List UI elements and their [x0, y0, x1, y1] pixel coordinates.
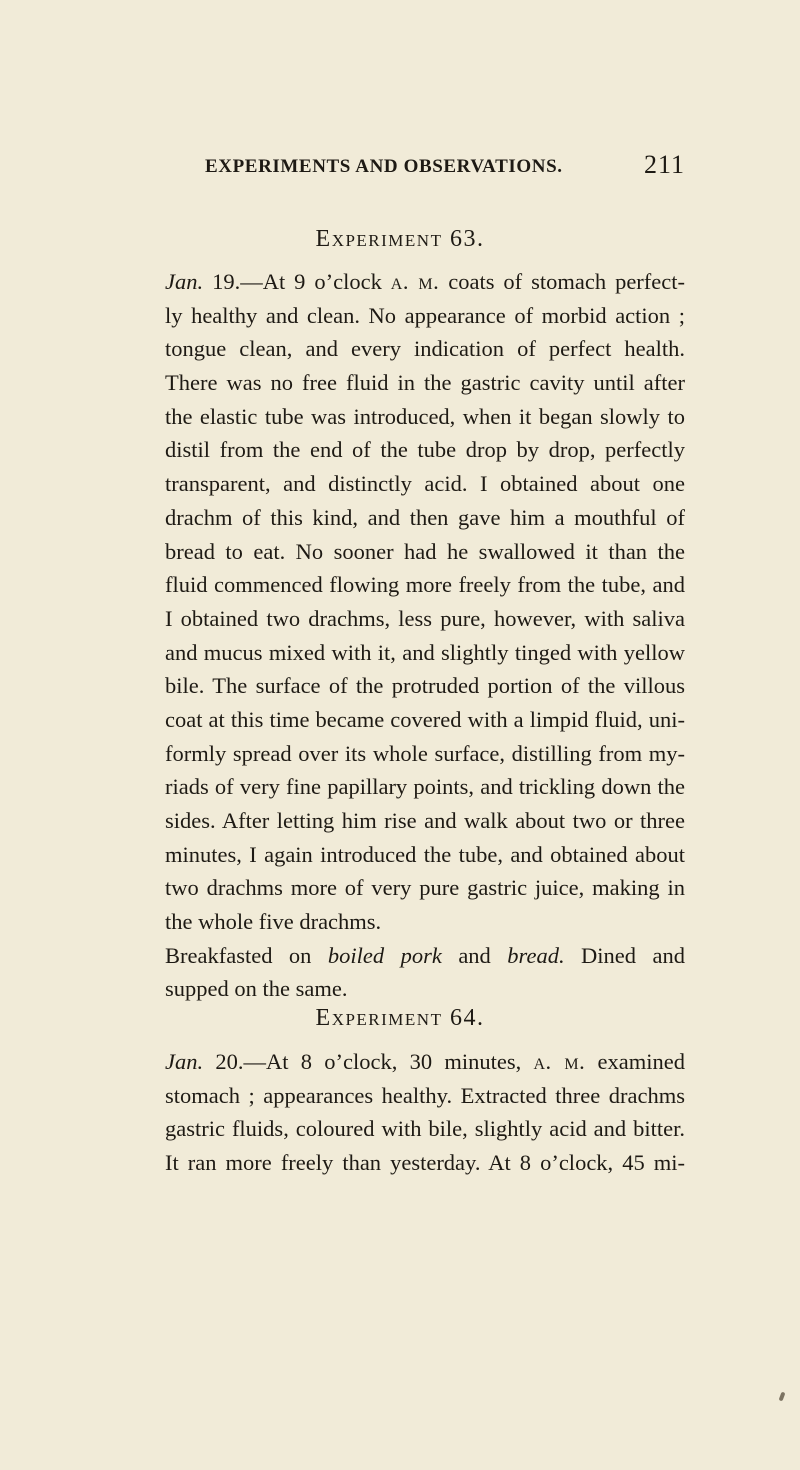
- paragraph-line: There was no free fluid in the gastric cavity until after: [165, 370, 685, 396]
- meal-and: and: [441, 942, 508, 968]
- experiment-63-body: [165, 265, 685, 1006]
- page-number: 211: [643, 150, 685, 179]
- meal-food-2: bread.: [507, 942, 565, 968]
- line-text: 19.—At 9 o’clock a. m. coats of stomach perfect-: [203, 269, 686, 294]
- paragraph-line: bile. The surface of the protruded portion of the villous: [165, 673, 685, 699]
- paragraph-line: [165, 1045, 685, 1079]
- paragraph-line: tongue clean, and every indication of perfect health.: [165, 336, 685, 362]
- paragraph-line: It ran more freely than yesterday. At 8 o’clock, 45 mi-: [165, 1150, 685, 1176]
- line-text: examined: [585, 1049, 686, 1074]
- paragraph-line: drachm of this kind, and then gave him a mouthful of: [165, 504, 685, 530]
- meal-suffix: Dined and: [564, 942, 685, 968]
- paragraph-line: distil from the end of the tube drop by drop, perfectly: [165, 437, 685, 463]
- paragraph-line: coat at this time became covered with a limpid fluid, uni-: [165, 706, 685, 732]
- paragraph-line: the elastic tube was introduced, when it began slowly to: [165, 403, 685, 429]
- running-head: [205, 152, 685, 182]
- paragraph-line: formly spread over its whole surface, distilling from my-: [165, 740, 685, 766]
- ink-speck: [779, 1392, 786, 1402]
- time-abbrev: a. m.: [390, 269, 440, 294]
- paragraph-line: minutes, I again introduced the tube, and obtained about: [165, 841, 685, 867]
- running-head-title: EXPERIMENTS AND OBSERVATIONS.: [205, 156, 563, 177]
- paragraph-line: bread to eat. No sooner had he swallowed it than the: [165, 538, 685, 564]
- meal-prefix: Breakfasted on: [165, 942, 328, 968]
- time-abbrev: a. m.: [533, 1049, 586, 1074]
- paragraph-line: I obtained two drachms, less pure, however, with saliva: [165, 605, 685, 631]
- paragraph-line: transparent, and distinctly acid. I obtained about one: [165, 471, 685, 497]
- experiment-63-heading: Experiment 63.: [315, 226, 485, 252]
- paragraph-line: the whole five drachms.: [165, 909, 382, 935]
- paragraph-line: [165, 265, 685, 299]
- experiment-64-body: [165, 1045, 685, 1180]
- paragraph-line: fluid commenced flowing more freely from the tube, and: [165, 572, 685, 598]
- meal-line-2: supped on the same.: [165, 976, 348, 1002]
- paragraph-line: and mucus mixed with it, and slightly tinged with yellow: [165, 639, 685, 665]
- paragraph-line: ly healthy and clean. No appearance of morbid action ;: [165, 302, 685, 328]
- meal-line: [165, 939, 685, 973]
- line-text: 20.—At 8 o’clock, 30 minutes,: [203, 1049, 534, 1074]
- paragraph-line: gastric fluids, coloured with bile, slightly acid and bitter.: [165, 1116, 685, 1142]
- paragraph-line: two drachms more of very pure gastric juice, making in: [165, 875, 685, 901]
- meal-food-1: boiled pork: [327, 942, 442, 968]
- date-label: Jan.: [165, 269, 204, 294]
- paragraph-line: stomach ; appearances healthy. Extracted three drachms: [165, 1082, 685, 1108]
- date-label: Jan.: [165, 1049, 204, 1074]
- paragraph-line: sides. After letting him rise and walk about two or three: [165, 808, 685, 833]
- experiment-64-heading: Experiment 64.: [315, 1005, 485, 1031]
- paragraph-line: riads of very fine papillary points, and trickling down the: [165, 774, 685, 800]
